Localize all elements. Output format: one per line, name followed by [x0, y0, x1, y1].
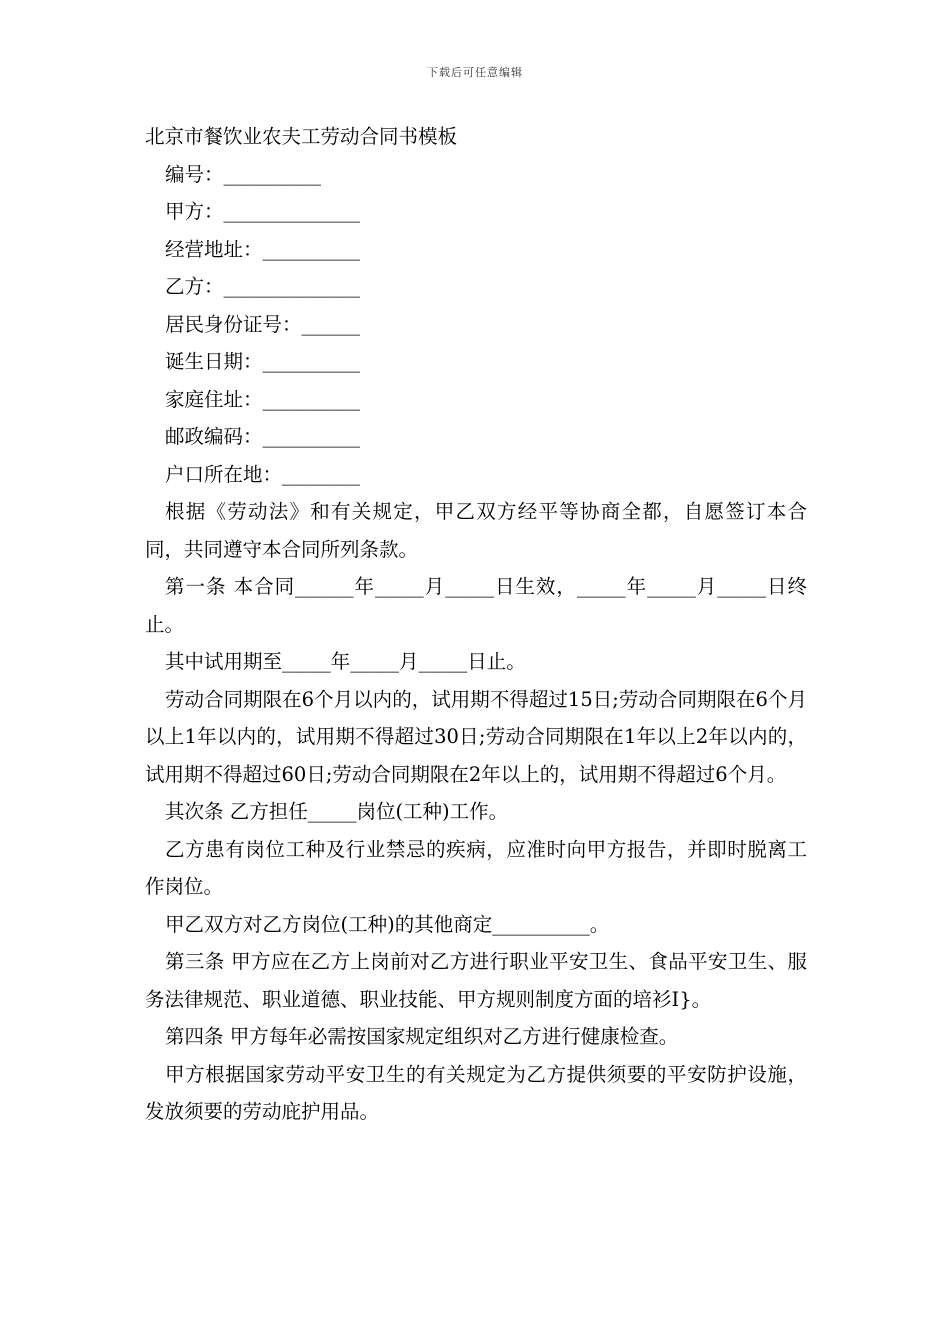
field-household-registration: 户口所在地：________ [165, 462, 361, 486]
paragraph-article-1: 第一条 本合同______年_____月_____日生效，_____年_____月_____日终止。 [145, 575, 807, 636]
paragraph-probation: 其中试用期至_____年_____月_____日止。 [165, 650, 526, 673]
field-birth-date: 诞生日期：__________ [165, 350, 361, 373]
field-home-address: 家庭住址：__________ [165, 387, 361, 411]
paragraph-disease-report: 乙方患有岗位工种及行业禁忌的疾病，应准时向甲方报告，并即时脱离工作岗位。 [145, 837, 807, 898]
document-title: 北京市餐饮业农夫工劳动合同书模板 [145, 125, 458, 148]
header-note: 下载后可任意编辑 [427, 66, 523, 79]
paragraph-probation-limits: 劳动合同期限在6个月以内的，试用期不得超过15日;劳动合同期限在6个月以上1年以内的，试用期不得超过30日;劳动合同期限在1年以上2年以内的，试用期不得超过60日;劳动合同期限在2年以上的，试用期不得超过6个月。 [145, 687, 807, 786]
field-id-number: 居民身份证号：______ [165, 312, 361, 336]
paragraph-article-2: 其次条 乙方担任_____岗位(工种)工作。 [165, 800, 509, 823]
paragraph-article-4: 第四条 甲方每年必需按国家规定组织对乙方进行健康检查。 [165, 1025, 679, 1048]
paragraph-preamble: 根据《劳动法》和有关规定，甲乙双方经平等协商全都，自愿签订本合同，共同遵守本合同所列条款。 [145, 500, 807, 561]
paragraph-safety-equipment: 甲方根据国家劳动平安卫生的有关规定为乙方提供须要的平安防护设施，发放须要的劳动庇护用品。 [145, 1062, 807, 1123]
field-business-address: 经营地址：__________ [165, 237, 361, 261]
document-body [145, 118, 807, 1131]
field-party-b: 乙方：______________ [165, 275, 361, 298]
field-postal-code: 邮政编码：__________ [165, 425, 361, 448]
field-party-a: 甲方：______________ [165, 200, 361, 223]
paragraph-position-agreement: 甲乙双方对乙方岗位(工种)的其他商定__________。 [165, 912, 610, 936]
field-contract-number: 编号：__________ [165, 162, 322, 186]
paragraph-article-3: 第三条 甲方应在乙方上岗前对乙方进行职业平安卫生、食品平安卫生、服务法律规范、职业道德、职业技能、甲方规则制度方面的培衫I}。 [145, 950, 807, 1011]
